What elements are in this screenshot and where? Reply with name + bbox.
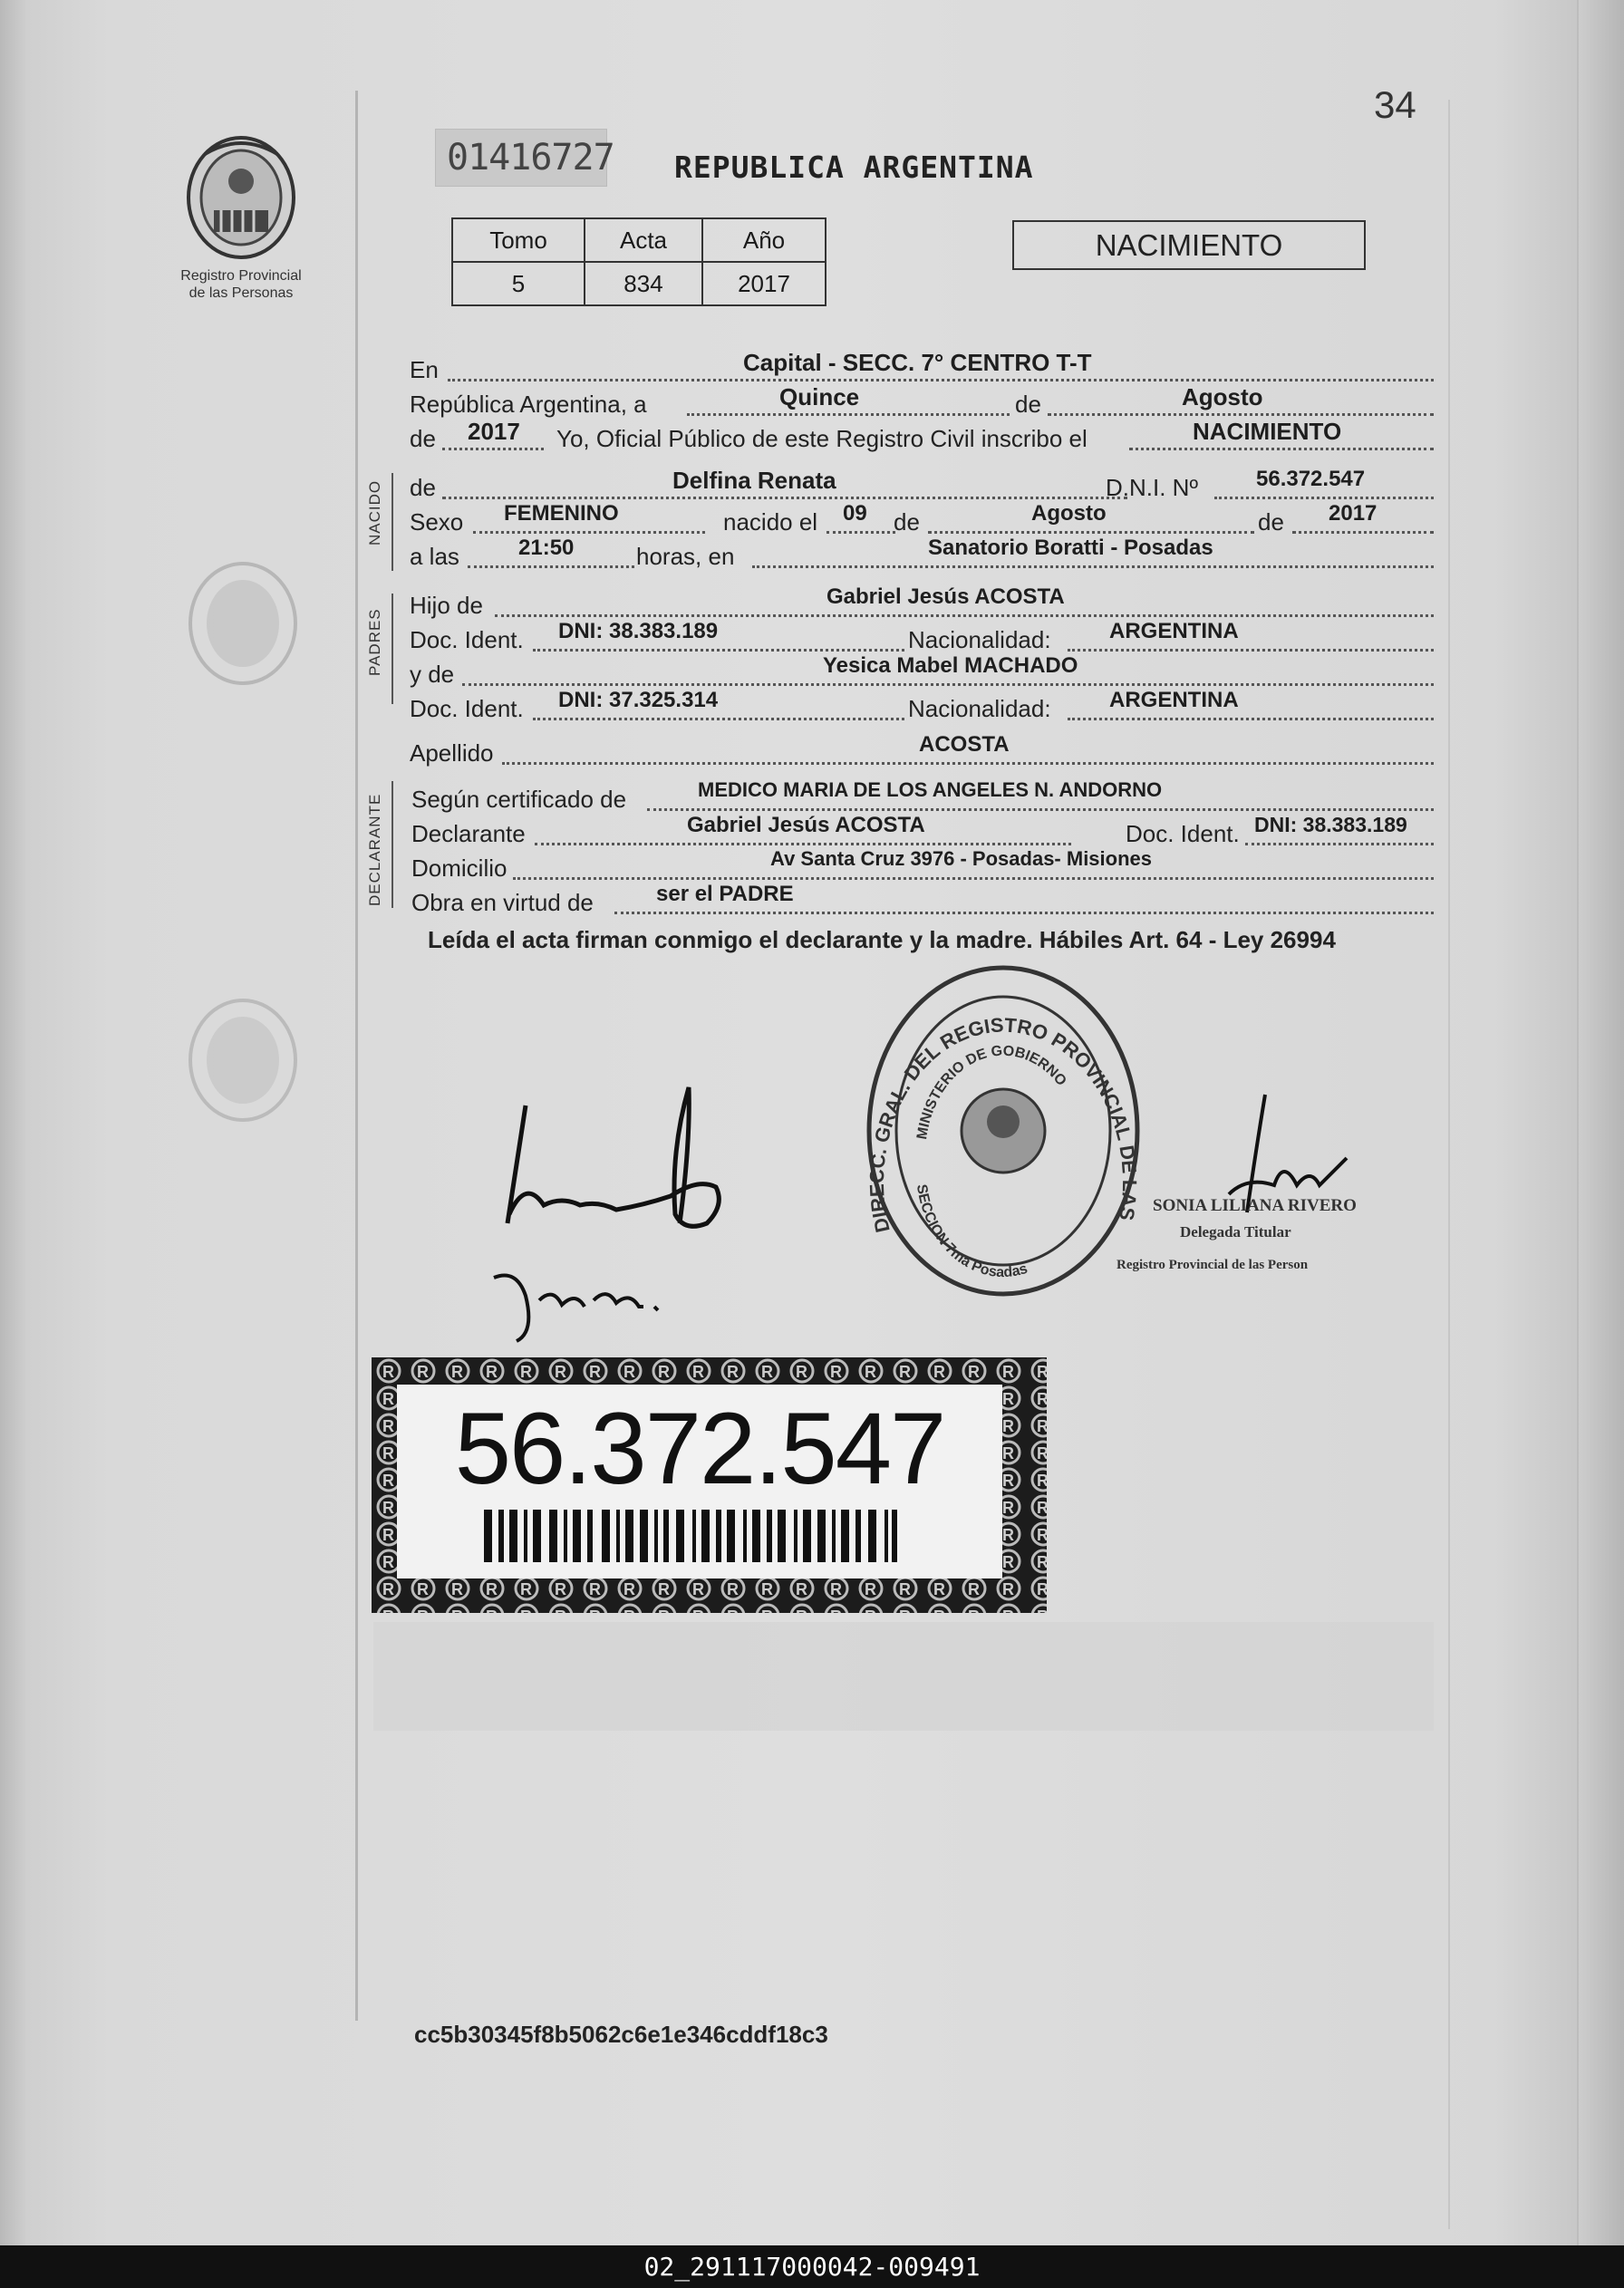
right-rule <box>1448 100 1450 2229</box>
barcode-number: 56.372.547 <box>454 1392 945 1505</box>
barcode-bars <box>484 1510 897 1562</box>
row-year: de 2017 Yo, Oficial Público de este Registro Civil inscribo el NACIMIENTO <box>410 418 1434 450</box>
address-value: Av Santa Cruz 3976 - Posadas- Misiones <box>770 847 1152 870</box>
stamp-inner-text: MINISTERIO DE GOBIERNO <box>914 1043 1069 1141</box>
barcode-panel <box>397 1385 1002 1578</box>
birth-place-value: Sanatorio Boratti - Posadas <box>928 536 1213 560</box>
provincial-logo <box>169 127 314 302</box>
official-stamp <box>863 959 1144 1308</box>
official-role: Delegada Titular <box>1180 1223 1291 1241</box>
ghost-logo <box>179 988 306 1137</box>
birth-month-value: Agosto <box>1031 501 1107 526</box>
barcode-label <box>372 1357 1047 1613</box>
row-sexo: Sexo FEMENINO nacido el 09 de Agosto de 2017 <box>410 501 1434 534</box>
row-mother-doc: Doc. Ident. DNI: 37.325.314 Nacionalidad: ARGENTINA <box>410 688 1434 720</box>
row-republica: República Argentina, a Quince de Agosto <box>410 383 1434 416</box>
child-name-value: Delfina Renata <box>672 467 836 494</box>
row-apellido: Apellido ACOSTA <box>410 732 1434 765</box>
official-name: SONIA LILIANA RIVERO <box>1153 1196 1357 1215</box>
record-type-box: NACIMIENTO <box>1012 220 1366 270</box>
declarant-name-value: Gabriel Jesús ACOSTA <box>687 813 925 837</box>
scan-footer-code: 02_291117000042-009491 <box>0 2245 1624 2288</box>
father-name-value: Gabriel Jesús ACOSTA <box>826 584 1065 609</box>
row-father-doc: Doc. Ident. DNI: 38.383.189 Nacionalidad: ARGENTINA <box>410 619 1434 652</box>
serial-number: 01416727 <box>435 129 607 187</box>
declarant-doc-value: DNI: 38.383.189 <box>1254 813 1407 836</box>
table-header: Tomo <box>452 218 585 262</box>
row-y-de: y de Yesica Mabel MACHADO <box>410 653 1434 686</box>
mother-nationality-value: ARGENTINA <box>1109 688 1239 712</box>
father-doc-value: DNI: 38.383.189 <box>558 619 719 643</box>
page-number: 34 <box>1374 83 1416 126</box>
mother-name-value: Yesica Mabel MACHADO <box>823 653 1078 678</box>
surname-value: ACOSTA <box>919 732 1010 757</box>
side-label-declarante: DECLARANTE <box>366 793 383 906</box>
year-value: 2017 <box>468 418 520 445</box>
time-value: 21:50 <box>518 536 575 560</box>
row-domicilio: Domicilio Av Santa Cruz 3976 - Posadas- Misiones <box>410 847 1434 880</box>
table-cell-acta: 834 <box>585 262 702 305</box>
logo-caption-2: de las Personas <box>188 285 294 301</box>
row-en: En Capital - SECC. 7° CENTRO T-T <box>410 349 1434 381</box>
table-header: Año <box>702 218 826 262</box>
page-edge <box>1577 0 1624 2245</box>
father-nationality-value: ARGENTINA <box>1109 619 1239 643</box>
closing-text: Leída el acta firman conmigo el declarante y la madre. Hábiles Art. 64 - Ley 26994 <box>428 926 1336 953</box>
place-value: Capital - SECC. 7° CENTRO T-T <box>743 349 1092 376</box>
margin-rule <box>355 91 358 2021</box>
side-label-padres: PADRES <box>366 608 383 676</box>
coat-of-arms-icon <box>178 127 304 263</box>
sex-value: FEMENINO <box>504 501 619 526</box>
row-name: de Delfina Renata D.N.I. Nº 56.372.547 <box>410 467 1434 499</box>
act-type-value: NACIMIENTO <box>1193 418 1342 445</box>
virtue-value: ser el PADRE <box>656 882 794 906</box>
side-rule-declarante <box>392 781 393 908</box>
row-certificado: Según certificado de MEDICO MARIA DE LOS ANGELES N. ANDORNO <box>410 778 1434 811</box>
document-title: REPUBLICA ARGENTINA <box>674 150 1034 185</box>
row-hijo-de: Hijo de Gabriel Jesús ACOSTA <box>410 584 1434 617</box>
row-obra: Obra en virtud de ser el PADRE <box>410 882 1434 914</box>
document-hash: cc5b30345f8b5062c6e1e346cddf18c3 <box>414 2021 828 2048</box>
official-org: Registro Provincial de las Person <box>1116 1258 1309 1272</box>
certificate-value: MEDICO MARIA DE LOS ANGELES N. ANDORNO <box>698 778 1163 801</box>
day-value: Quince <box>779 383 860 410</box>
mother-doc-value: DNI: 37.325.314 <box>558 688 719 712</box>
declarant-signature <box>489 1069 779 1350</box>
ghost-logo <box>179 551 306 700</box>
row-hora: a las 21:50 horas, en Sanatorio Boratti - Posadas <box>410 536 1434 568</box>
table-header: Acta <box>585 218 702 262</box>
logo-caption-1: Registro Provincial <box>180 268 302 284</box>
child-dni-value: 56.372.547 <box>1256 467 1366 491</box>
row-declarante: Declarante Gabriel Jesús ACOSTA Doc. Ident. DNI: 38.383.189 <box>410 813 1434 845</box>
birth-year-value: 2017 <box>1329 501 1378 526</box>
bleed-through-area <box>373 1622 1434 1731</box>
table-cell-tomo: 5 <box>452 262 585 305</box>
table-cell-anio: 2017 <box>702 262 826 305</box>
side-label-nacido: NACIDO <box>366 479 383 545</box>
side-rule-nacido <box>392 473 393 571</box>
birth-day-value: 09 <box>843 501 867 526</box>
stamp-outer-text: DIRECC. GRAL. DEL REGISTRO PROVINCIAL DE LAS <box>865 1013 1142 1235</box>
side-rule-padres <box>392 594 393 704</box>
registry-table <box>451 217 826 306</box>
stamp-bottom-text: SECCION 7ma Posadas <box>913 1183 1030 1281</box>
month-value: Agosto <box>1182 383 1263 410</box>
